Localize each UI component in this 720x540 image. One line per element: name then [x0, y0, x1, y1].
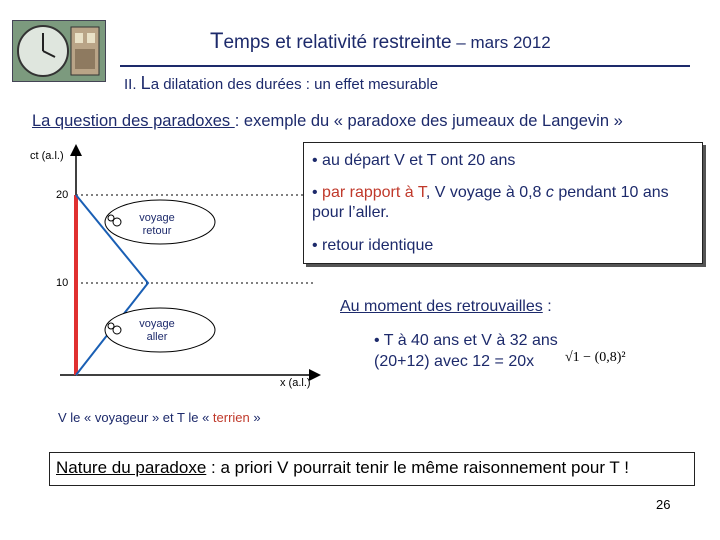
bubble-out — [105, 308, 215, 352]
x-axis-label: x (a.l.) — [280, 377, 311, 389]
bubble-return-line2: retour — [142, 225, 172, 237]
y-axis-label: ct (a.l.) — [30, 150, 64, 162]
info-box — [303, 142, 703, 264]
result-line1: • T à 40 ans et V à 32 ans — [374, 332, 558, 349]
tick-label-20: 20 — [56, 189, 69, 201]
question-heading: La question des paradoxes : exemple du « paradoxe des jumeaux de Langevin » — [32, 112, 623, 130]
tick-label-10: 10 — [56, 277, 69, 289]
page-number: 26 — [656, 497, 671, 512]
clock-collage-icon — [13, 21, 105, 81]
section-subtitle: II. La dilatation des durées : un effet mesurable — [124, 73, 439, 93]
bullet-travel: • par rapport à T, V voyage à 0,8 c pendant 10 ans pour l’aller. — [312, 184, 669, 221]
reunion-result — [374, 330, 558, 372]
bullet-return: • retour identique — [312, 237, 434, 254]
paradox-text: Nature du paradoxe : a priori V pourrait tenir le même raisonnement pour T ! — [56, 458, 629, 477]
bubble-return — [105, 200, 215, 244]
bubble-return-line1: voyage — [139, 212, 175, 224]
logo-image — [12, 20, 106, 82]
legend-text: V le « voyageur » et T le « terrien » — [58, 410, 261, 425]
bullet-start-age: • au départ V et T ont 20 ans — [312, 152, 516, 169]
bubble-out-line1: voyage — [139, 318, 175, 330]
page-title: Temps et relativité restreinte – mars 2012 — [210, 28, 551, 53]
reunion-heading: Au moment des retrouvailles : — [340, 298, 552, 315]
paradox-box — [49, 452, 695, 486]
title-divider — [120, 65, 690, 67]
bubble-out-line2: aller — [146, 331, 168, 343]
lorentz-formula: √1 − (0,8)² — [565, 350, 626, 365]
result-line2: (20+12) avec 12 = 20x — [374, 353, 535, 370]
